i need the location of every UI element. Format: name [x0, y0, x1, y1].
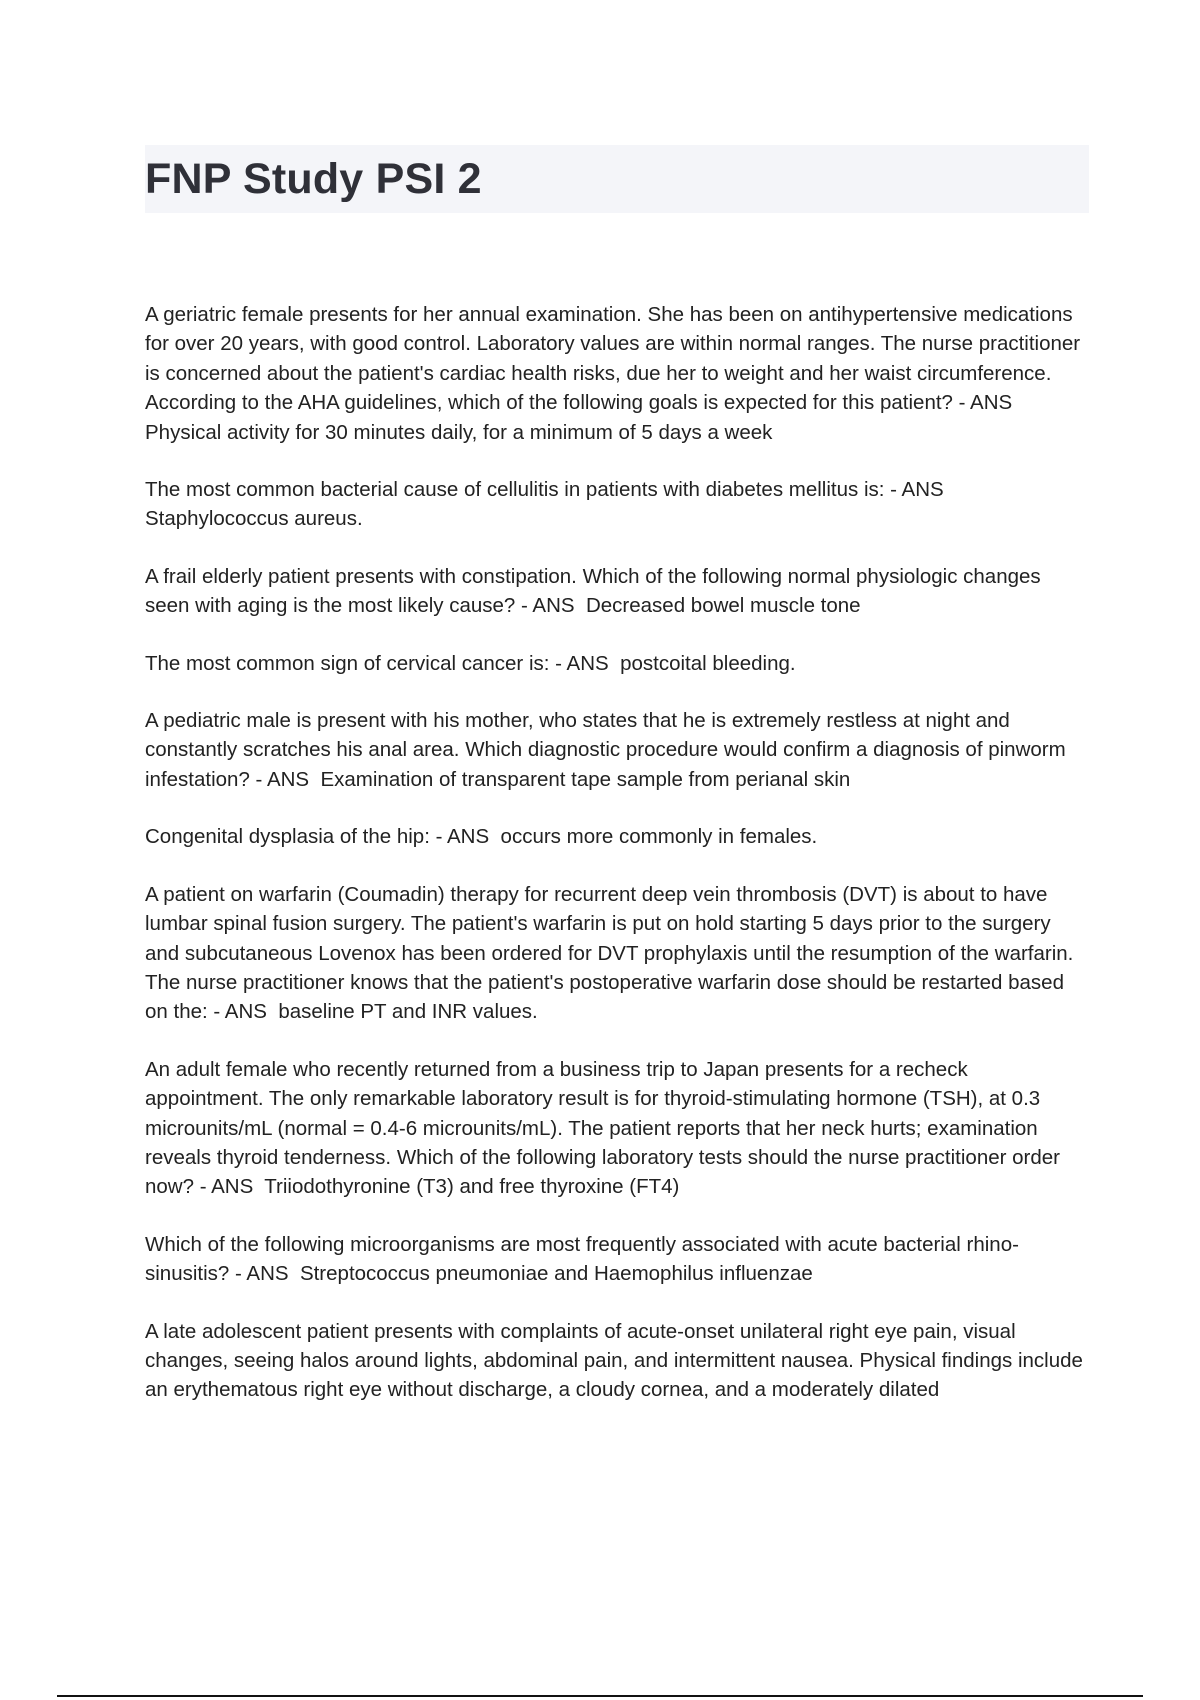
qa-item-4: The most common sign of cervical cancer is: - ANS postcoital bleeding.: [145, 651, 796, 675]
qa-item-10: A late adolescent patient presents with complaints of acute-onset unilateral right eye pain, visual changes, seeing halos around lights, abdominal pain, and intermittent nausea. Physical findings include an erythematous right eye without discharge, a cloudy cornea, and a moderately dilated: [145, 1319, 1089, 1402]
title-banner: [145, 145, 1089, 213]
page-title: FNP Study PSI 2: [145, 155, 482, 203]
qa-item-7: A patient on warfarin (Coumadin) therapy for recurrent deep vein thrombosis (DVT) is about to have lumbar spinal fusion surgery. The patient's warfarin is put on hold starting 5 days prior to the surgery and subcutaneous Lovenox has been ordered for DVT prophylaxis until the resumption of the warfarin. The nurse practitioner knows that the patient's postoperative warfarin dose should be restarted based on the: - ANS baseline PT and INR values.: [145, 882, 1079, 1024]
qa-list: [145, 300, 1090, 1433]
qa-item-9: Which of the following microorganisms are most frequently associated with acute bacterial rhino-sinusitis? - ANS Streptococcus pneumoniae and Haemophilus influenzae: [145, 1232, 1019, 1286]
qa-item-1: A geriatric female presents for her annual examination. She has been on antihypertensive medications for over 20 years, with good control. Laboratory values are within normal ranges. The nurse practitioner is concerned about the patient's cardiac health risks, due her to weight and her waist circumference. According to the AHA guidelines, which of the following goals is expected for this patient? - ANS Physical activity for 30 minutes daily, for a minimum of 5 days a week: [145, 303, 1086, 444]
qa-item-2: The most common bacterial cause of cellulitis in patients with diabetes mellitus is: - ANS Staphylococcus aureus.: [145, 478, 956, 531]
qa-item-8: An adult female who recently returned from a business trip to Japan presents for a recheck appointment. The only remarkable laboratory result is for thyroid-stimulating hormone (TSH), at 0.3 microunits/mL (normal = 0.4-6 microunits/mL). The patient reports that her neck hurts; examination reveals thyroid tenderness. Which of the following laboratory tests should the nurse practitioner order now? - ANS Triiodothyronine (T3) and free thyroxine (FT4): [145, 1057, 1066, 1199]
page-bottom-divider: [57, 1695, 1143, 1697]
qa-item-5: A pediatric male is present with his mother, who states that he is extremely restless at night and constantly scratches his anal area. Which diagnostic procedure would confirm a diagnosis of pinworm infestation? - ANS Examination of transparent tape sample from perianal skin: [145, 709, 1072, 791]
qa-item-6: Congenital dysplasia of the hip: - ANS occurs more commonly in females.: [145, 825, 818, 849]
qa-item-3: A frail elderly patient presents with constipation. Which of the following normal physiologic changes seen with aging is the most likely cause? - ANS Decreased bowel muscle tone: [145, 564, 1047, 618]
